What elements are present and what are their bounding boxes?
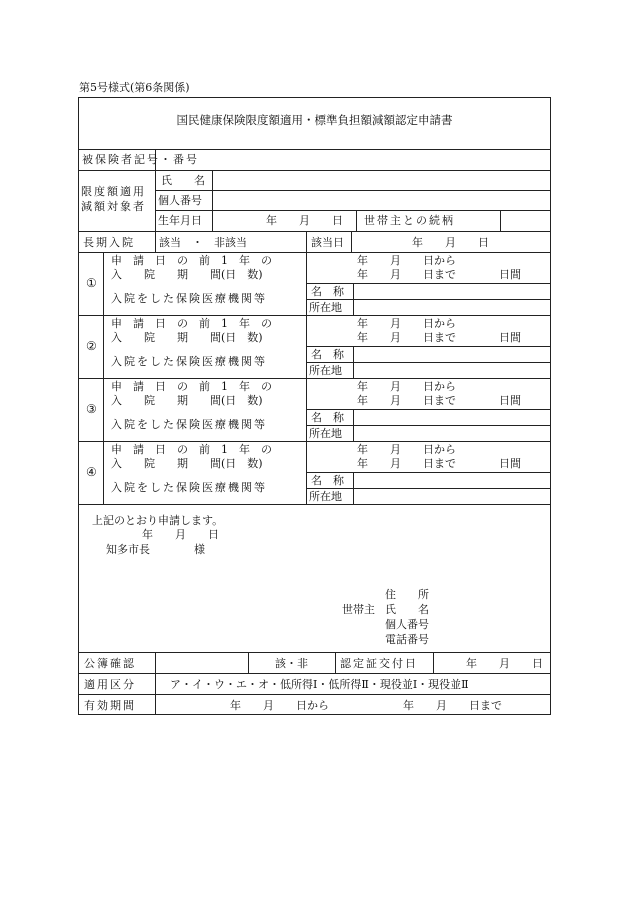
period-to-field[interactable]: 年 月 日まで (357, 268, 456, 281)
period-line1: 申 請 日 の 前 1 年 の (111, 254, 272, 267)
period-line2: 入 院 期 間(日 数) (111, 268, 263, 281)
rule (78, 504, 551, 505)
period-days-field[interactable]: 日間 (499, 268, 521, 281)
period-from-field[interactable]: 年 月 日から (357, 317, 456, 330)
relation-field[interactable] (501, 211, 550, 231)
facility-address-label: 所在地 (309, 427, 342, 440)
facility-address-field[interactable] (354, 426, 550, 441)
applicant-name-label: 氏 名 (385, 603, 429, 616)
facility-address-field[interactable] (354, 300, 550, 315)
rule (103, 252, 104, 504)
rule (335, 652, 336, 673)
personal-number-label: 個人番号 (158, 194, 202, 207)
facility-address-label: 所在地 (309, 364, 342, 377)
facility-address-field[interactable] (354, 363, 550, 378)
relation-label: 世帯主との続柄 (364, 214, 455, 227)
target-person-label-2: 減額対象者 (81, 200, 146, 213)
rule (78, 694, 551, 695)
period-to-field[interactable]: 年 月 日まで (357, 394, 456, 407)
period-line2: 入 院 期 間(日 数) (111, 394, 263, 407)
period-from-field[interactable]: 年 月 日から (357, 443, 456, 456)
rule (78, 652, 551, 653)
rule (356, 210, 357, 231)
registry-check-value[interactable]: 該・非 (275, 657, 308, 670)
facility-name-field[interactable] (354, 284, 550, 299)
period-days-field[interactable]: 日間 (499, 331, 521, 344)
declaration-date-field[interactable]: 年 月 日 (142, 528, 219, 541)
rule (351, 231, 352, 252)
period-number: ④ (86, 465, 97, 479)
issue-date-label: 認定証交付日 (340, 657, 418, 670)
rule (78, 378, 551, 379)
category-label: 適用区分 (84, 678, 136, 691)
rule (78, 231, 551, 232)
household-head-label: 世帯主 (342, 603, 375, 616)
insured-number-field[interactable] (213, 150, 550, 170)
insured-number-label: 被保険者記号・番号 (82, 153, 199, 166)
period-line1: 申 請 日 の 前 1 年 の (111, 443, 272, 456)
period-number: ② (86, 339, 97, 353)
rule (78, 673, 551, 674)
facility-label: 入院をした保険医療機関等 (111, 481, 267, 494)
rule (78, 441, 551, 442)
period-to-field[interactable]: 年 月 日まで (357, 331, 456, 344)
birthdate-field[interactable]: 年 月 日 (266, 214, 343, 227)
facility-address-field[interactable] (354, 489, 550, 504)
birthdate-label: 生年月日 (158, 214, 202, 227)
rule (306, 252, 307, 504)
name-field[interactable] (213, 171, 550, 190)
long-stay-options[interactable]: 該当 ・ 非該当 (159, 236, 247, 249)
facility-address-label: 所在地 (309, 490, 342, 503)
validity-label: 有効期間 (84, 699, 136, 712)
rule (248, 652, 249, 673)
form-label: 第5号様式(第6条関係) (79, 81, 190, 94)
target-person-label-1: 限度額適用 (81, 185, 146, 198)
period-line2: 入 院 期 間(日 数) (111, 331, 263, 344)
applicant-phone-label: 電話番号 (385, 633, 429, 646)
facility-name-label: 名 称 (311, 348, 344, 361)
period-from-field[interactable]: 年 月 日から (357, 254, 456, 267)
personal-number-field[interactable] (213, 191, 550, 210)
facility-name-label: 名 称 (311, 474, 344, 487)
period-from-field[interactable]: 年 月 日から (357, 380, 456, 393)
period-to-field[interactable]: 年 月 日まで (357, 457, 456, 470)
declaration-statement: 上記のとおり申請します。 (92, 514, 224, 527)
addressee: 知多市長 様 (106, 543, 205, 556)
facility-label: 入院をした保険医療機関等 (111, 355, 267, 368)
facility-label: 入院をした保険医療機関等 (111, 418, 267, 431)
issue-date-field[interactable]: 年 月 日 (466, 657, 543, 670)
rule (78, 315, 551, 316)
period-number: ① (86, 276, 97, 290)
facility-name-field[interactable] (354, 410, 550, 425)
rule (433, 652, 434, 673)
facility-name-label: 名 称 (311, 411, 344, 424)
long-stay-date-label: 該当日 (311, 236, 344, 249)
rule (78, 252, 551, 253)
category-options[interactable]: ア・イ・ウ・エ・オ・低所得Ⅰ・低所得Ⅱ・現役並Ⅰ・現役並Ⅱ (170, 678, 469, 691)
rule (155, 210, 551, 211)
validity-from-field[interactable]: 年 月 日から (230, 699, 329, 712)
form-title: 国民健康保険限度額適用・標準負担額減額認定申請書 (176, 113, 453, 127)
facility-address-label: 所在地 (309, 301, 342, 314)
registry-check-field[interactable] (156, 653, 248, 673)
period-number: ③ (86, 402, 97, 416)
registry-check-label: 公簿確認 (84, 657, 136, 670)
validity-to-field[interactable]: 年 月 日まで (403, 699, 502, 712)
period-days-field[interactable]: 日間 (499, 457, 521, 470)
applicant-personal-number-label: 個人番号 (385, 618, 429, 631)
period-line2: 入 院 期 間(日 数) (111, 457, 263, 470)
rule (306, 231, 307, 252)
name-label: 氏 名 (161, 174, 205, 187)
applicant-address-label: 住 所 (385, 588, 429, 601)
long-stay-label: 長期入院 (83, 236, 135, 249)
period-days-field[interactable]: 日間 (499, 394, 521, 407)
facility-name-field[interactable] (354, 473, 550, 488)
facility-label: 入院をした保険医療機関等 (111, 292, 267, 305)
long-stay-date-field[interactable]: 年 月 日 (412, 236, 489, 249)
facility-name-field[interactable] (354, 347, 550, 362)
period-line1: 申 請 日 の 前 1 年 の (111, 380, 272, 393)
period-line1: 申 請 日 の 前 1 年 の (111, 317, 272, 330)
facility-name-label: 名 称 (311, 285, 344, 298)
